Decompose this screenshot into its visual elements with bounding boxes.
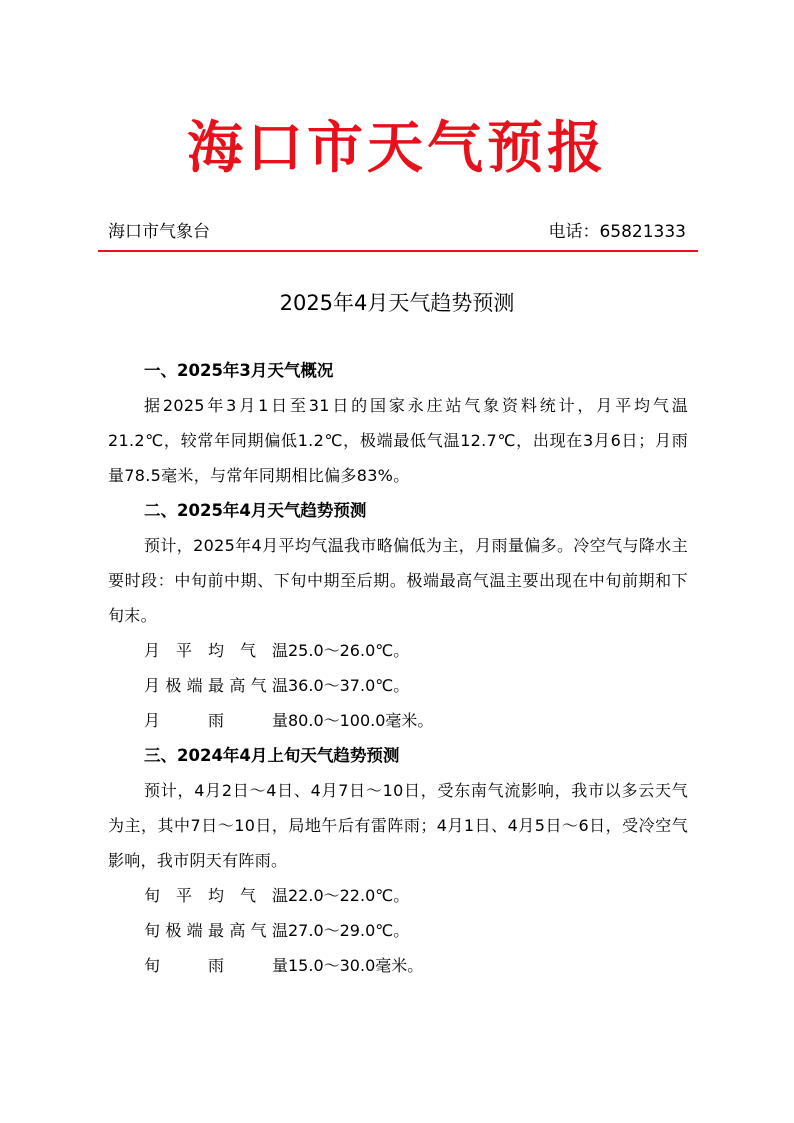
stat-label-char: 高 [229, 676, 246, 695]
stat-label [144, 948, 288, 983]
section-paragraph: 预计，4月2日～4日、4月7日～10日，受东南气流影响，我市以多云天气为主，其中7日～10日，局地午后有雷阵雨；4月1日、4月5日～6日，受冷空气影响，我市阴天有阵雨。 [108, 781, 688, 870]
stat-label [144, 633, 288, 668]
stat-label [144, 668, 288, 703]
stat-label-char: 极 [165, 921, 182, 940]
stat-label-char: 旬 [144, 956, 161, 975]
stat-label-char: 最 [207, 676, 224, 695]
stat-label-char: 均 [207, 886, 224, 905]
section-heading: 一、2025年3月天气概况 [144, 361, 334, 380]
stat-value: 22.0～22.0℃。 [288, 886, 410, 905]
stat-label-char: 雨 [207, 956, 224, 975]
document-title: 2025年4月天气趋势预测 [279, 291, 515, 315]
stat-label-char: 平 [175, 886, 192, 905]
stat-label-char: 量 [271, 711, 288, 730]
stat-label [144, 703, 288, 738]
stat-label-char: 最 [207, 921, 224, 940]
stat-label-char: 极 [165, 676, 182, 695]
stat-value: 15.0～30.0毫米。 [288, 956, 424, 975]
stat-value: 27.0～29.0℃。 [288, 921, 410, 940]
stat-row [108, 948, 688, 983]
stat-label-char: 端 [186, 676, 203, 695]
stat-row [108, 668, 688, 703]
issuer-org: 海口市气象台 [108, 222, 210, 242]
section-paragraph: 预计，2025年4月平均气温我市略偏低为主，月雨量偏多。冷空气与降水主要时段：中旬前中期、下旬中期至后期。极端最高气温主要出现在中旬前期和下旬末。 [108, 536, 688, 625]
stat-value: 36.0～37.0℃。 [288, 676, 410, 695]
stat-row [108, 878, 688, 913]
stat-label-char: 温 [271, 886, 288, 905]
stat-value: 80.0～100.0毫米。 [288, 711, 434, 730]
stat-row [108, 913, 688, 948]
masthead-title: 海口市天气预报 [187, 115, 607, 181]
stat-label-char: 气 [239, 641, 256, 660]
stat-label-char: 均 [207, 641, 224, 660]
stat-row [108, 633, 688, 668]
stat-label-char: 温 [271, 676, 288, 695]
stat-label-char: 旬 [144, 921, 161, 940]
stat-label-char: 气 [250, 676, 267, 695]
stat-label-char: 月 [144, 641, 161, 660]
issuer-row [108, 218, 686, 246]
stat-label-char: 气 [250, 921, 267, 940]
red-divider [98, 250, 698, 252]
stat-label-char: 气 [239, 886, 256, 905]
stat-label [144, 878, 288, 913]
section-paragraph: 据2025年3月1日至31日的国家永庄站气象资料统计，月平均气温21.2℃，较常年同期偏低1.2℃，极端最低气温12.7℃，出现在3月6日；月雨量78.5毫米，与常年同期相比偏多83%。 [108, 396, 688, 485]
stat-label-char: 月 [144, 711, 161, 730]
stat-label-char: 高 [229, 921, 246, 940]
stat-label-char: 旬 [144, 886, 161, 905]
stat-label-char: 雨 [207, 711, 224, 730]
stat-value: 25.0～26.0℃。 [288, 641, 410, 660]
stat-label-char: 端 [186, 921, 203, 940]
stat-row [108, 703, 688, 738]
stat-label-char: 温 [271, 641, 288, 660]
stat-label-char: 月 [144, 676, 161, 695]
document-body [108, 353, 688, 983]
issuer-phone: 电话：65821333 [548, 222, 686, 242]
section-heading: 二、2025年4月天气趋势预测 [144, 501, 367, 520]
stat-label-char: 平 [175, 641, 192, 660]
stat-label-char: 量 [271, 956, 288, 975]
section-heading: 三、2024年4月上旬天气趋势预测 [144, 746, 400, 765]
stat-label [144, 913, 288, 948]
stat-label-char: 温 [271, 921, 288, 940]
